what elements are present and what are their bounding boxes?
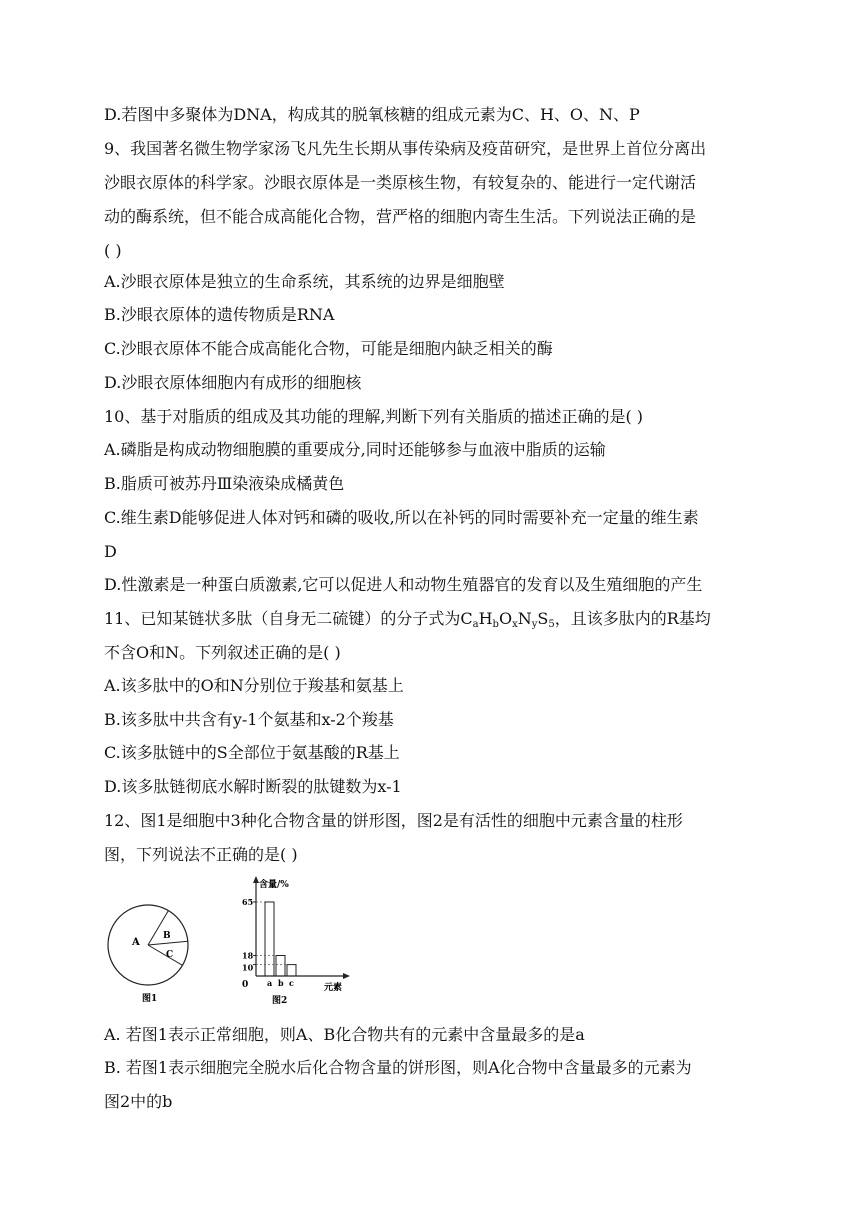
option-d-q10: D.性激素是一种蛋白质激素,它可以促进人和动物生殖器官的发育以及生殖细胞的产生 — [104, 575, 703, 594]
pie-label-a: A — [132, 937, 140, 948]
option-a-q9: A.沙眼衣原体是独立的生命系统，其系统的边界是细胞壁 — [104, 272, 505, 291]
option-c-q9: C.沙眼衣原体不能合成高能化合物，可能是细胞内缺乏相关的酶 — [104, 339, 553, 358]
option-b-q12-line-1: B. 若图1表示细胞完全脱水后化合物含量的饼形图，则A化合物中含量最多的元素为 — [104, 1058, 692, 1077]
x-tick-b: b — [278, 978, 284, 988]
option-b-q9: B.沙眼衣原体的遗传物质是RNA — [104, 305, 335, 324]
question-9-stem-line-3: 动的酶系统，但不能合成高能化合物，营严格的细胞内寄生生活。下列说法正确的是 — [104, 207, 697, 226]
option-d-q8: D.若图中多聚体为DNA，构成其的脱氧核糖的组成元素为C、H、O、N、P — [104, 105, 640, 124]
option-b-q10: B.脂质可被苏丹Ⅲ染液染成橘黄色 — [104, 474, 345, 493]
option-a-q12: A. 若图1表示正常细胞，则A、B化合物共有的元素中含量最多的是a — [104, 1025, 585, 1044]
option-a-q11: A.该多肽中的O和N分别位于羧基和氨基上 — [104, 676, 404, 695]
pie-label-c: C — [166, 950, 174, 960]
x-axis-arrow — [343, 973, 350, 979]
option-b-q12-line-2: 图2中的b — [104, 1092, 173, 1111]
y-tick-65: 65 — [242, 896, 254, 907]
bar-b — [276, 956, 285, 977]
option-c-q11: C.该多肽链中的S全部位于氨基酸的R基上 — [104, 743, 400, 762]
bar-c — [287, 965, 296, 976]
figure-1-caption: 图1 — [142, 994, 158, 1004]
pie-label-b: B — [163, 931, 171, 941]
x-tick-c: c — [289, 978, 294, 988]
y-tick-18: 18 — [242, 950, 254, 961]
y-axis-label: 含量/% — [259, 880, 289, 890]
pie-boundary-2 — [148, 941, 188, 945]
question-9-stem-line-1: 9、我国著名微生物学家汤飞凡先生长期从事传染病及疫苗研究，是世界上首位分离出 — [104, 139, 707, 158]
question-11-stem-line-2: 不含O和N。下列叙述正确的是( ) — [104, 643, 341, 662]
x-axis-label: 元素 — [324, 983, 343, 993]
figure-2-bar-chart — [226, 874, 356, 1006]
option-d-q9: D.沙眼衣原体细胞内有成形的细胞核 — [104, 373, 362, 392]
x-tick-a: a — [267, 978, 273, 988]
origin-label: 0 — [242, 980, 249, 990]
option-b-q11: B.该多肽中共含有y-1个氨基和x-2个羧基 — [104, 710, 394, 729]
figure-2-caption: 图2 — [272, 996, 288, 1006]
option-d-q11: D.该多肽链彻底水解时断裂的肽键数为x-1 — [104, 777, 402, 796]
question-12-stem-line-2: 图，下列说法不正确的是( ) — [104, 845, 298, 864]
question-12-stem-line-1: 12、图1是细胞中3种化合物含量的饼形图，图2是有活性的细胞中元素含量的柱形 — [104, 811, 683, 830]
figure-1-pie — [100, 900, 210, 1010]
question-11-stem-line-1: 11、已知某链状多肽（自身无二硫键）的分子式为$C_aH_bO_xN_yS_5$，且该多肽内的R基均 — [104, 609, 711, 630]
option-c-q10-line-2: D — [104, 542, 117, 561]
question-9-stem-line-2: 沙眼衣原体的科学家。沙眼衣原体是一类原核生物，有较复杂的、能进行一定代谢活 — [104, 173, 697, 192]
option-a-q10: A.磷脂是构成动物细胞膜的重要成分,同时还能够参与血液中脂质的运输 — [104, 440, 606, 459]
y-tick-10: 10 — [242, 962, 254, 973]
option-c-q10-line-1: C.维生素D能够促进人体对钙和磷的吸收,所以在补钙的同时需要补充一定量的维生素 — [104, 508, 699, 527]
question-10-stem: 10、基于对脂质的组成及其功能的理解,判断下列有关脂质的描述正确的是( ) — [104, 407, 644, 426]
question-9-answer-blank: ( ) — [104, 241, 122, 260]
